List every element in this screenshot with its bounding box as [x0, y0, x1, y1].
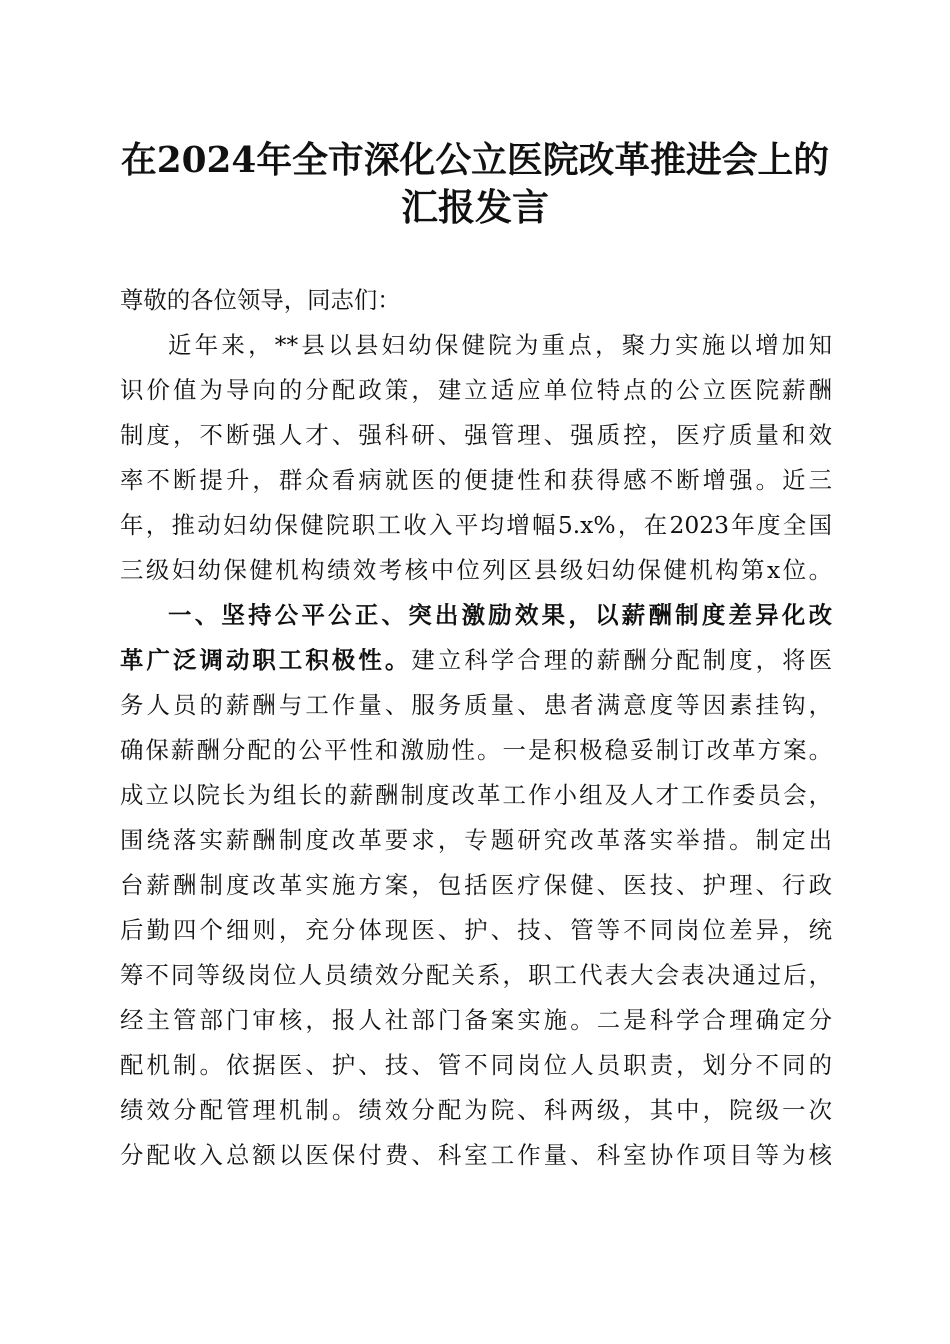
section-1-line: 确保薪酬分配的公平性和激励性。一是积极稳妥制订改革方案。 — [120, 736, 832, 764]
section-1-line: 经主管部门审核，报人社部门备案实施。二是科学合理确定分 — [120, 1006, 832, 1034]
section-1-text: 建立科学合理的薪酬分配制度，将医 — [411, 646, 833, 674]
salutation: 尊敬的各位领导，同志们： — [120, 286, 401, 314]
section-1-heading-end: 革广泛调动职工积极性。 — [120, 646, 412, 674]
section-1-heading: 一、坚持公平公正、突出激励效果，以薪酬制度差异化改 — [168, 601, 832, 629]
section-1-line: 筹不同等级岗位人员绩效分配关系，职工代表大会表决通过后， — [120, 961, 832, 989]
section-1-line: 分配收入总额以医保付费、科室工作量、科室协作项目等为核 — [120, 1141, 832, 1169]
section-1-line: 围绕落实薪酬制度改革要求，专题研究改革落实举措。制定出 — [120, 826, 832, 854]
paragraph-1-line: 近年来，**县以县妇幼保健院为重点，聚力实施以增加知 — [168, 331, 832, 359]
paragraph-1-line: 三级妇幼保健机构绩效考核中位列区县级妇幼保健机构第x位。 — [120, 556, 832, 584]
section-1-line-mixed — [120, 645, 832, 675]
paragraph-1-line: 识价值为导向的分配政策，建立适应单位特点的公立医院薪酬 — [120, 376, 832, 404]
section-1-line: 后勤四个细则，充分体现医、护、技、管等不同岗位差异，统 — [120, 916, 832, 944]
section-1-line: 成立以院长为组长的薪酬制度改革工作小组及人才工作委员会， — [120, 781, 832, 809]
paragraph-1-line: 率不断提升，群众看病就医的便捷性和获得感不断增强。近三 — [120, 466, 832, 494]
paragraph-1-line: 年，推动妇幼保健院职工收入平均增幅5.x%，在2023年度全国 — [120, 511, 832, 539]
section-1-line: 务人员的薪酬与工作量、服务质量、患者满意度等因素挂钩， — [120, 691, 832, 719]
section-1-line: 配机制。依据医、护、技、管不同岗位人员职责，划分不同的 — [120, 1051, 832, 1079]
section-1-line: 台薪酬制度改革实施方案，包括医疗保健、医技、护理、行政 — [120, 871, 832, 899]
document-title-line-2: 汇报发言 — [401, 185, 549, 229]
section-1-line: 绩效分配管理机制。绩效分配为院、科两级，其中，院级一次 — [120, 1096, 832, 1124]
paragraph-1-line: 制度，不断强人才、强科研、强管理、强质控，医疗质量和效 — [120, 421, 832, 449]
document-title-line-1: 在2024年全市深化公立医院改革推进会上的 — [120, 139, 830, 181]
